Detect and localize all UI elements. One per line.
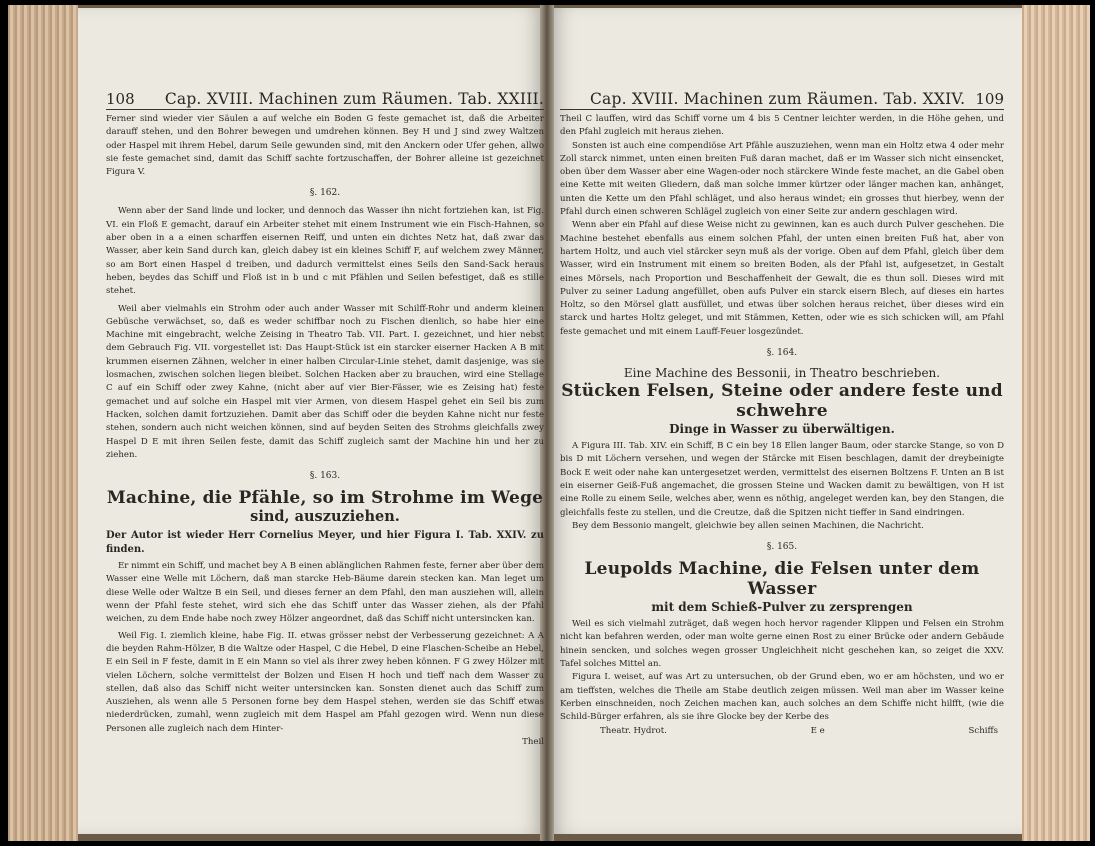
catchword [106,736,544,749]
paragraph: Weil aber vielmahls ein Strohm oder auch ander Wasser mit Schilff-Rohr und anderm kleinen Gebüsche verwächset, so, daß es weder schiffbar noch zu Fischen dienlich, so habe hier eine Machine mit eingebracht, welche Zeising in Theatro Tab. VII. Part. I. gezeichnet, und hier nebst dem Gebrauch Fig. VII. vorgestellet ist: Das Haupt-Stück ist ein starcker eiserner Hacken A B mit krummen eisernen Zähnen, welcher in einer halben Circular-Linie stehet, damit dasjenige, was sie losmachen, zwischen solchen liegen bleibet. Solchen Hacken aber zu brauchen, wird eine Stellage C auf ein Schiff oder zwey Kahne, (nicht aber auf vier Bier-Fässer, wie es Zeising hat) feste gemachet und auf solche ein Haspel mit vier Armen, von diesem Haspel gehet ein Seil bis zum Hacken, solchen damit fortzuziehen. Damit aber das Schiff oder die beyden Kahne nicht nur feste stehen, sondern auch nicht weichen können, sind auf beyden Seiten des Strohms gleichfalls zwey Haspel D E mit ihren Seilen feste, damit das Schiff zugleich samt der Machine hin und her zu ziehen. [106,303,544,460]
paragraph: Ferner sind wieder vier Säulen a auf welche ein Boden G feste gemachet ist, daß die Arbeiter darauff stehen, und den Bohrer bewegen und umdrehen können. Bey H und J sind zwey Waltzen oder Haspel mit ihrem Hebel, darum Seile gewunden sind, mit den Anckern oder Ufer gehen, allwo sie feste gemachet sind, damit das Schiff sachte fortzuschaffen, der Bohrer alleine ist gezeichnet Figura V. [106,114,544,178]
catchword-text: Theil [522,736,544,747]
left-page-number: 108 [106,90,135,108]
paragraph: Weil Fig. I. ziemlich kleine, habe Fig. II. etwas grösser nebst der Verbesserung gezeichnet: A A die beyden Rahm-Hölzer, B die Waltze oder Haspel, C die Hebel, D eine Flaschen-Scheibe an Hebel, E ein Seil in F feste, damit in E ein Mann so viel als ihrer zwey heben können. F G zwey Hölzer mit vielen Löchern, solche vermittelst der Bolzen und Eisen H hoch und tieff nach dem Wasser zu stellen, daß also das Schiff nicht weiter untersincken kan. Sonsten dienet auch das Schiff zum Ausziehen, als wenn alle 5 Personen forne bey dem Haspel stehen, werden sie das Schiff etwas niederdrücken, zumahl, wenn zugleich mit dem Haspel am Pfahl gezogen wird. Wenn nun diese Personen alle zugleich nach dem Hinter- [106,630,544,734]
paragraph: Weil es sich vielmahl zuträget, daß wegen hoch hervor ragender Klippen und Felsen ein Strohm nicht kan befahren werden, oder man wolte gerne einen Rost zu einer Brücke oder andern Gebäude hinein sencken, und solches wegen grosser Ungleichheit nicht geschehen kan, so zeiget die XXV. Tafel solches Mittel an. [560,619,1004,670]
section-number: §. 163. [309,471,341,482]
paragraph: Wenn aber ein Pfahl auf diese Weise nicht zu gewinnen, kan es auch durch Pulver geschehen. Die Machine bestehet ebenfalls aus einem solchen Pfahl, der unten einen breiten Fuß hat, aber von hartem Holtz, und auch viel stärcker seyn muß als der vorige. Oben auf dem Pfahl, gleich über dem Wasser, wird ein Instrument mit einem so breiten Boden, als der Pfahl ist, aufgesetzet, in Gestalt eines Mörsels, nach Proportion und Beschaffenheit der Gewalt, die es thun soll. Dieses wird mit Pulver zu seiner Ladung angefüllet, oben aufs Pulver ein starck eisern Blech, auf dieses ein hartes Holtz, so den Mörsel glatt ausfüllet, und etwas über solchen heraus reichet, über dieses wird ein starck und hartes Holtz geleget, und mit Stämmen, Ketten, oder wie es sich schicken will, am Pfahl feste gemachet und mit einem Lauff-Feuer losgezündet. [560,220,1004,337]
paragraph: Wenn aber der Sand linde und locker, und dennoch das Wasser ihn nicht fortziehen kan, ist Fig. VI. ein Floß E gemacht, darauf ein Arbeiter stehet mit einem Instrument wie ein Fisch-Hahnen, so aber oben in a a einen scharffen eisernen Reiff, und unten ein dichtes Netz hat, daß zwar das Wasser, aber kein Sand durch kan, gleich dabey ist ein kleines Schiff F, auf welchem zwey Männer, so am Bort einen Haspel d treiben, und dadurch vermittelst eines Seils den Sand-Sack heraus heben, beydes das Schiff und Floß ist in b und c mit Pfählen und Seilen befestiget, daß es stille stehet. [106,206,544,297]
paragraph: Sonsten ist auch eine compendiöse Art Pfähle auszuziehen, wenn man ein Holtz etwa 4 oder mehr Zoll starck nimmet, unten einen breiten Fuß daran machet, daß er im Wasser sich nicht einsencket, oben über dem Wasser aber eine Wagen-oder noch stärckere Winde feste machet, an die Gabel oben eine Kette mit weiten Gliedern, daß man solche immer kürtzer oder länger machen kan, anhänget, unten die Kette um den Pfahl schläget, und also heraus windet; ein grosses thut hierbey, wenn der Pfahl durch einen schweren Schlägel zugleich von einer Seite zur andern geschlagen wird. [560,140,1004,218]
section-heading: Leupolds Machine, die Felsen unter dem Wasser [584,559,980,600]
left-page-edges [8,5,78,841]
section-heading: Dinge in Wasser zu überwältigen. [669,422,895,437]
sub-heading: Der Autor ist wieder Herr Cornelius Meyer, und hier Figura I. Tab. XXIV. zu finden. [106,530,544,556]
paragraph: Figura I. weiset, auf was Art zu untersuchen, ob der Grund eben, wo er am höchsten, und wo er am tieffsten, welches die Theile am Stabe deutlich zeigen müssen. Weil man aber im Wasser keine Kerben einschneiden, noch Zeichen machen kan, auch solches an dem Schiffe nicht hilfft, (wie die Schild-Bürger erfahren, als sie ihre Glocke bey der Kerbe des [560,672,1004,723]
section-number: §. 164. [766,348,798,359]
section-number: §. 165. [766,542,798,553]
right-running-header [560,90,1004,110]
right-page-content [560,90,1004,738]
catchword-text: Schiffs [968,725,998,736]
section-heading: sind, auszuziehen. [250,508,400,526]
right-running-title: Cap. XVIII. Machinen zum Räumen. Tab. XXIV. [590,90,966,108]
signature-mark: E e [810,725,825,736]
section-subtitle: Eine Machine des Bessonii, in Theatro beschrieben. [623,366,941,381]
section-heading: Machine, die Pfähle, so im Strohme im Wege [106,488,544,509]
section-heading: Stücken Felsen, Steine oder andere feste und schwehre [561,381,1003,422]
left-page-content [106,90,544,749]
paragraph: Theil C lauffen, wird das Schiff vorne um 4 bis 5 Centner leichter werden, in die Höhe gehen, und den Pfahl zugleich mit heraus ziehen. [560,114,1004,138]
paragraph: Bey dem Bessonio mangelt, gleichwie bey allen seinen Machinen, die Nachricht. [572,520,924,531]
left-running-title: Cap. XVIII. Machinen zum Räumen. Tab. XXIII. [164,90,544,108]
paragraph: Er nimmt ein Schiff, und machet bey A B einen ablänglichen Rahmen feste, ferner aber über dem Wasser eine Welle mit Löchern, daß man starcke Heb-Bäume darein stecken kan. Man leget um diese Welle oder Waltze B ein Seil, und dieses ferner an dem Pfahl, den man ausziehen will, allein wenn der Pfahl feste stehet, wird sich ehe das Schiff unter das Wasser ziehen, als der Pfahl weichen, zu dem Ende habe noch zwey Hölzer angeordnet, daß das Schiff nicht untersincken kan. [106,561,544,625]
page-footer [560,725,1004,738]
right-page-number: 109 [975,90,1004,108]
paragraph: A Figura III. Tab. XIV. ein Schiff, B C ein bey 18 Ellen langer Baum, oder starcke Stange, so von D bis D mit Löchern versehen, und wegen der Stärcke mit Eisen beschlagen, damit der dreybeinigte Bock E weit oder nahe kan untergesetzet werden, vermittelst des eisernen Boltzens F. Unten an B ist ein eiserner Geiß-Fuß angemachet, die grossen Steine und Wacken damit zu bewältigen, von H ist eine Rolle zu einem Seile, welches aber, wenn es nöthig, angeleget werden kan, bey den Stangen, die gleichfalls feste zu stellen, und die Creutze, daß die Spitzen nicht tieffer in Sand eindringen. [560,441,1004,518]
section-number: §. 162. [309,188,341,199]
footer-reference: Theatr. Hydrot. [600,725,667,736]
right-page-edges [1022,5,1090,841]
left-running-header [106,90,544,110]
section-heading: mit dem Schieß-Pulver zu zersprengen [651,600,913,615]
